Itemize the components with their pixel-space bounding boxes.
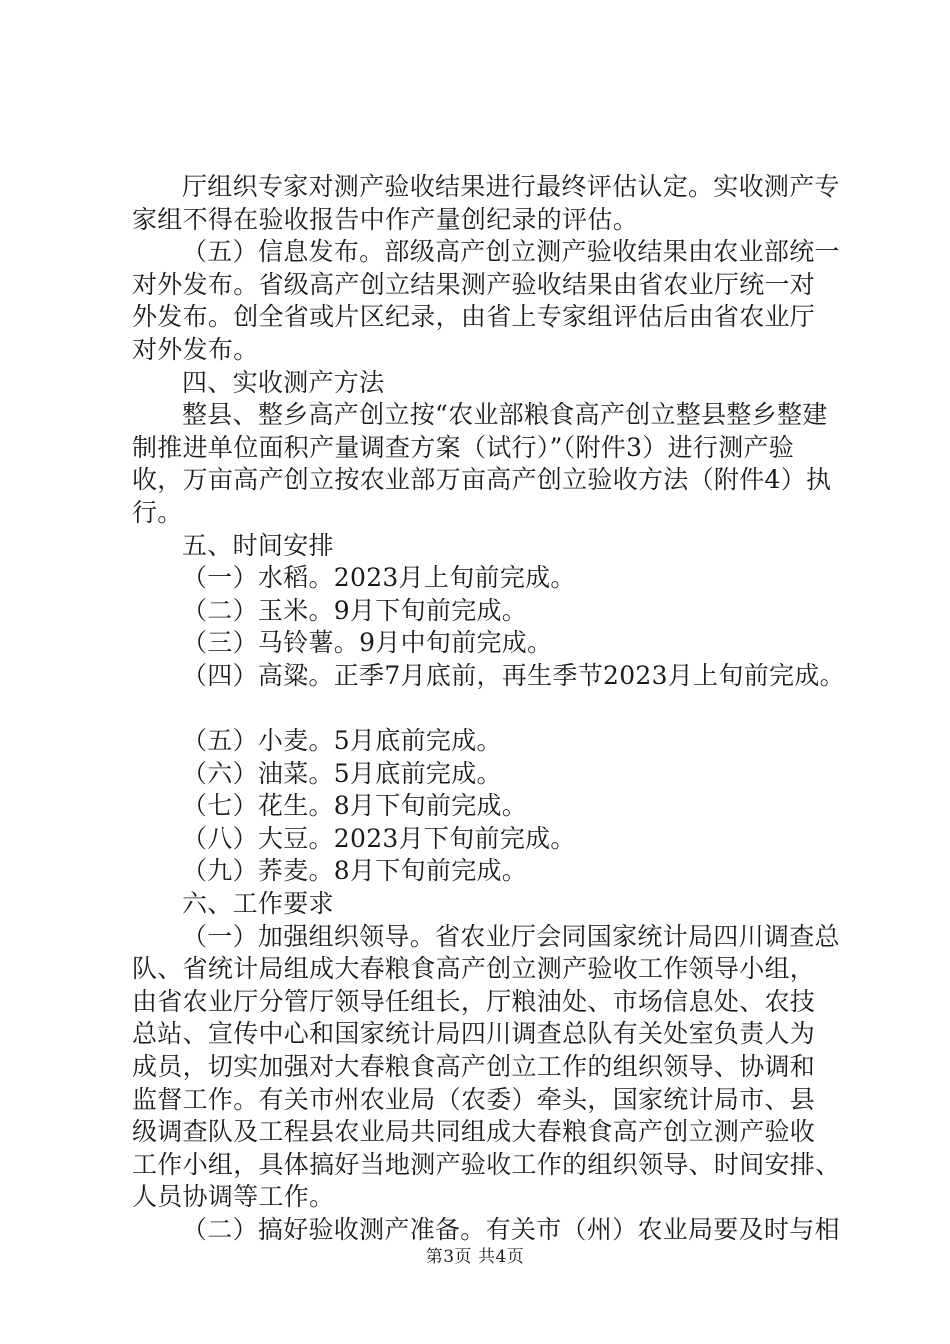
text-line: 队、省统计局组成大春粮食高产创立测产验收工作领导小组， <box>132 954 816 984</box>
text-line: 收，万亩高产创立按农业部万亩高产创立验收方法（附件4）执 <box>132 465 832 495</box>
text-line: 成员，切实加强对大春粮食高产创立工作的组织领导、协调和 <box>132 1052 816 1082</box>
text-line: 由省农业厅分管厅领导任组长，厅粮油处、市场信息处、农技 <box>132 986 816 1016</box>
document-body <box>132 171 852 1247</box>
text-line: （三）马铃薯。9月中旬前完成。 <box>182 628 553 658</box>
text-line: 级调查队及工程县农业局共同组成大春粮食高产创立测产验收 <box>132 1117 816 1147</box>
text-line: （七）花生。8月下旬前完成。 <box>182 791 528 821</box>
text-line: 工作小组，具体搞好当地测产验收工作的组织领导、时间安排、 <box>132 1149 841 1179</box>
text-line: （八）大豆。2023月下旬前完成。 <box>182 823 576 853</box>
text-line: 五、时间安排 <box>182 530 334 560</box>
text-line: 监督工作。有关市州农业局（农委）牵头，国家统计局市、县 <box>132 1084 816 1114</box>
text-line: （二）玉米。9月下旬前完成。 <box>182 595 528 625</box>
text-line: 制推进单位面积产量调查方案（试行）”（附件3）进行测产验 <box>132 432 795 462</box>
text-line: 人员协调等工作。 <box>132 1182 335 1212</box>
text-line: 外发布。创全省或片区纪录，由省上专家组评估后由省农业厅 <box>132 302 816 332</box>
text-line: 整县、整乡高产创立按“农业部粮食高产创立整县整乡整建 <box>182 400 828 430</box>
text-line: （九）荞麦。8月下旬前完成。 <box>182 856 528 886</box>
text-line: 厅组织专家对测产验收结果进行最终评估认定。实收测产专 <box>182 172 840 201</box>
text-line: （一）加强组织领导。省农业厅会同国家统计局四川调查总 <box>182 921 840 951</box>
text-line: 对外发布。 <box>132 334 259 364</box>
blank-line <box>132 693 852 726</box>
text-line: 对外发布。省级高产创立结果测产验收结果由省农业厅统一对 <box>132 269 816 299</box>
text-line: （二）搞好验收测产准备。有关市（州）农业局要及时与相 <box>182 1215 840 1244</box>
text-line: 六、工作要求 <box>182 889 334 919</box>
text-line: 家组不得在验收报告中作产量创纪录的评估。 <box>132 204 639 234</box>
text-line: （六）油菜。5月底前完成。 <box>182 758 502 788</box>
text-line: （四）高粱。正季7月底前，再生季节2023月上旬前完成。 <box>182 660 845 690</box>
text-line: （一）水稻。2023月上旬前完成。 <box>182 563 576 593</box>
text-line: （五）小麦。5月底前完成。 <box>182 726 502 756</box>
text-line: 行。 <box>132 497 183 527</box>
page-footer: 第3页 共4页 <box>425 1247 525 1267</box>
text-line: 总站、宣传中心和国家统计局四川调查总队有关处室负责人为 <box>132 1019 816 1049</box>
text-line: 四、实收测产方法 <box>182 367 385 397</box>
text-line: （五）信息发布。部级高产创立测产验收结果由农业部统一 <box>182 237 840 267</box>
